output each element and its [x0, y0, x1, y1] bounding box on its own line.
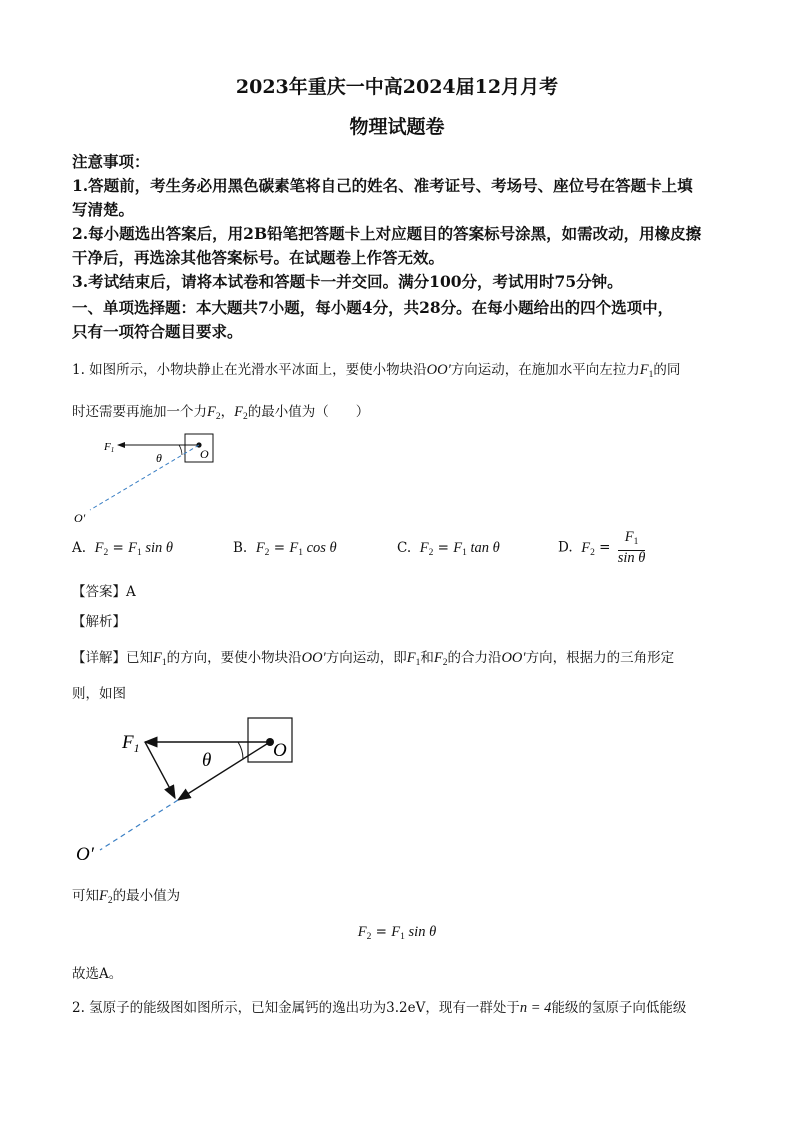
page-title: 2023年重庆一中高2024届12月月考 [235, 76, 559, 98]
notice-heading: 注意事项： [72, 152, 150, 171]
path-oo-prime-dashed [90, 445, 199, 510]
answer: 【答案】A [72, 584, 136, 600]
conclusion-line: 可知$F_2$的最小值为 [72, 888, 181, 906]
option-b[interactable]: B. $F_2 = F_1$ cos θ [233, 540, 337, 558]
symbol-f1: $F_1$ [639, 362, 654, 380]
q1-stem-line2: 时还需要再施加一个力$F_2$，$F_2$的最小值为（ ） [72, 404, 370, 422]
analysis-label: 【解析】 [72, 614, 126, 630]
notice-line: 3.考试结束后，请将本试卷和答题卡一并交回。满分100分，考试用时75分钟。 [72, 272, 623, 291]
notice-line: 2.每小题选出答案后，用2B铅笔把答题卡上对应题目的答案标号涂黑，如需改动，用橡皮擦 [72, 224, 702, 243]
label-f1: $F_1$ [122, 732, 140, 755]
notice-line: 写清楚。 [72, 200, 135, 219]
page-subtitle: 物理试题卷 [349, 116, 445, 138]
angle-arc [179, 445, 182, 455]
label-o-prime: O′ [74, 511, 86, 525]
section-heading-line: 只有一项符合题目要求。 [72, 322, 243, 341]
symbol-f2: $F_2$ [207, 404, 221, 422]
symbol-f2: $F_2$ [234, 404, 248, 422]
q1-stem-line1: 1. 如图所示，小物块静止在光滑水平冰面上，要使小物块沿OO′方向运动，在施加水平向左拉力$F_1$的同 [72, 362, 681, 380]
formula-display: $F_2 = F_1$ sin θ [357, 924, 437, 942]
notice-line: 1.答题前，考生务必用黑色碳素笔将自己的姓名、准考证号、考场号、座位号在答题卡上填 [72, 176, 693, 195]
block-square [185, 434, 213, 462]
section-heading-line: 一、单项选择题：本大题共7小题，每小题4分，共28分。在每小题给出的四个选项中， [72, 298, 674, 317]
symbol-oo-prime: OO′ [426, 362, 451, 378]
label-o-prime: O′ [76, 844, 94, 865]
q1-figure-large [70, 712, 310, 872]
label-o: O [273, 740, 287, 761]
option-d[interactable]: D. $F_2$ = $\frac{F_1}{\text{sin θ}}$ [558, 529, 646, 566]
label-theta: θ [156, 451, 162, 465]
final-answer: 故选A。 [72, 966, 123, 982]
option-c[interactable]: C. $F_2 = F_1$ tan θ [397, 540, 500, 558]
label-theta: θ [202, 750, 212, 771]
label-f1: F1 [104, 441, 115, 454]
fraction: $\frac{F_1}{\text{sin θ}}$ [617, 529, 646, 566]
label-o: O [200, 447, 209, 461]
path-oo-prime-dashed [100, 800, 178, 850]
option-a[interactable]: A. $F_2 = F_1$ sin θ [72, 540, 174, 558]
angle-arc [238, 742, 243, 759]
notice-line: 干净后，再选涂其他答案标号。在试题卷上作答无效。 [72, 248, 445, 267]
resultant-arrow [178, 742, 270, 800]
detail-line2: 则，如图 [72, 686, 126, 702]
force-f2-arrow [145, 742, 175, 798]
q2-stem-line1: 2. 氢原子的能级图如图所示，已知金属钙的逸出功为3.2eV，现有一群处于n = 4能级的氢原子向低能级 [72, 1000, 687, 1016]
detail-line1: 【详解】已知$F_1$的方向，要使小物块沿OO′方向运动，即$F_1$和$F_2$的合力沿OO′方向，根据力的三角形定 [72, 650, 675, 668]
q1-figure-small [70, 428, 240, 528]
